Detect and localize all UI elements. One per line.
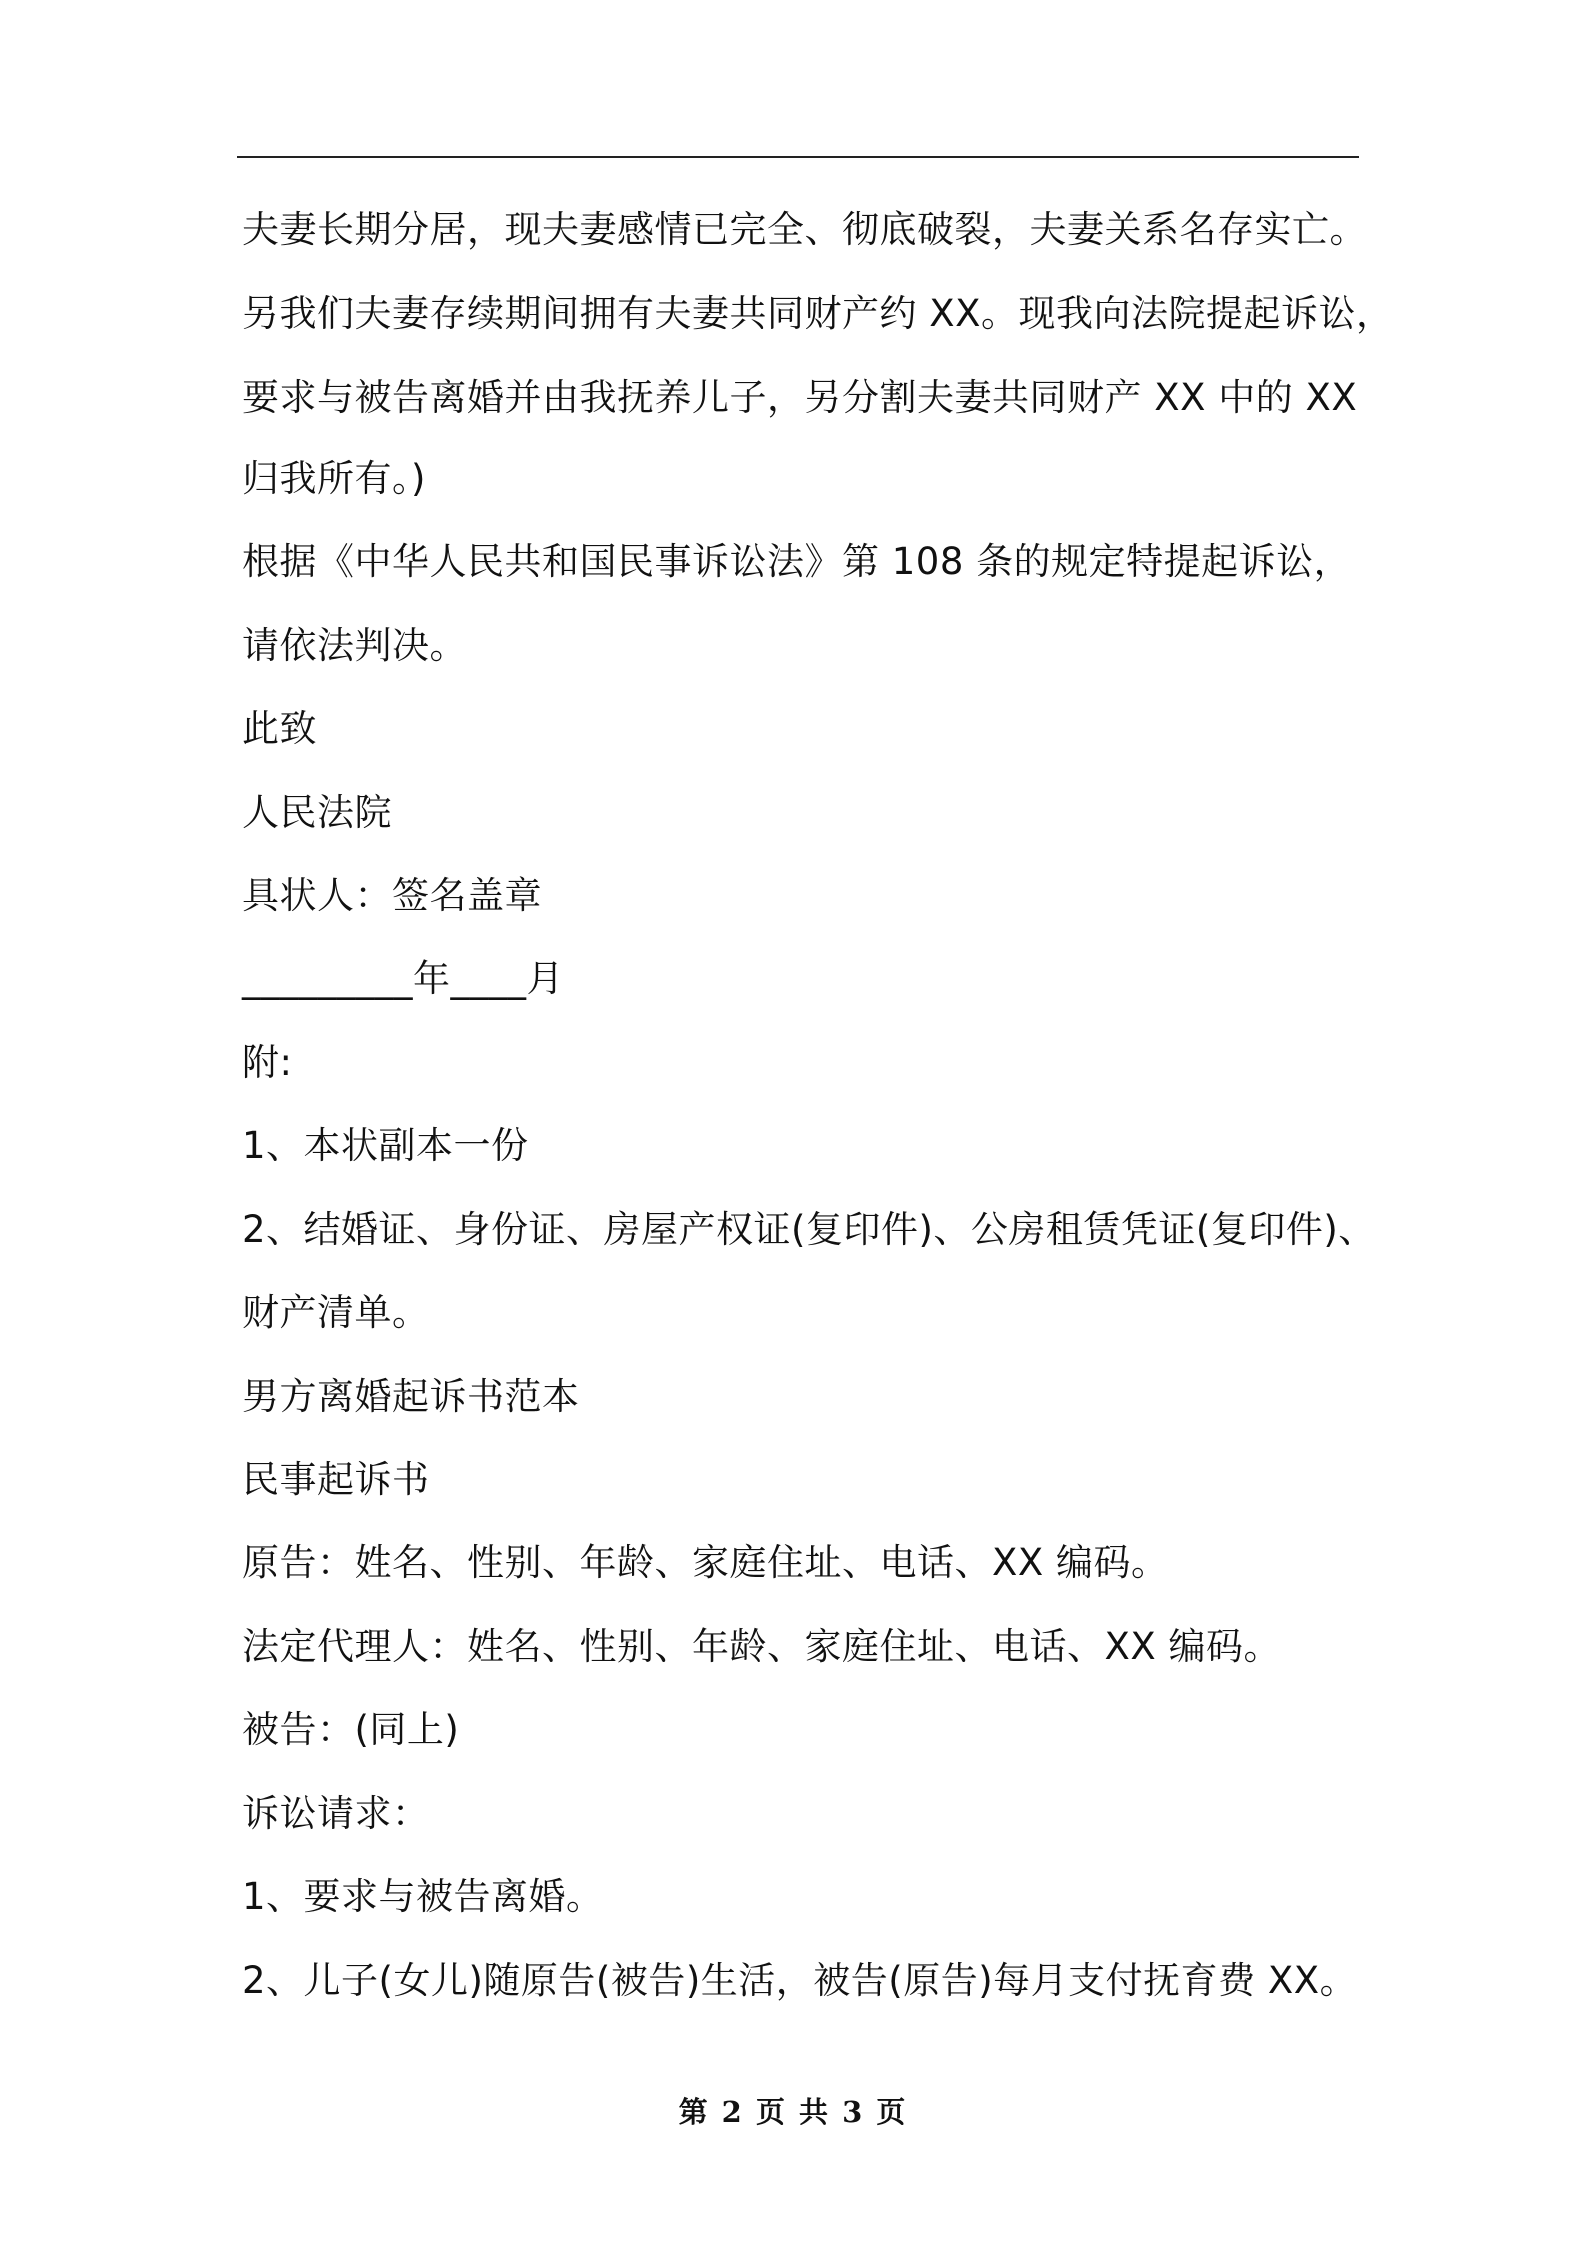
- page-number-footer: 第 2 页 共 3 页: [678, 2095, 908, 2129]
- section-title: 民事起诉书: [242, 1458, 430, 1501]
- text-line: 原告：姓名、性别、年龄、家庭住址、电话、XX 编码。: [242, 1541, 1169, 1584]
- text-line: 2、结婚证、身份证、房屋产权证(复印件)、公房租赁凭证(复印件)、: [242, 1208, 1376, 1251]
- text-line: 2、儿子(女儿)随原告(被告)生活，被告(原告)每月支付抚育费 XX。: [242, 1959, 1358, 2002]
- text-line: 1、本状副本一份: [242, 1124, 529, 1167]
- text-line: 1、要求与被告离婚。: [242, 1875, 604, 1918]
- text-line: 附:: [242, 1041, 293, 1084]
- text-line: 诉讼请求：: [242, 1792, 430, 1835]
- text-line: 人民法院: [242, 791, 392, 834]
- section-title: 男方离婚起诉书范本: [242, 1375, 580, 1418]
- header-divider: [237, 156, 1359, 158]
- text-line: 被告：(同上): [242, 1708, 460, 1751]
- text-line: 夫妻长期分居，现夫妻感情已完全、彻底破裂，夫妻关系名存实亡。: [242, 208, 1367, 251]
- date-line: _________年____月: [242, 957, 564, 1000]
- text-line: 根据《中华人民共和国民事诉讼法》第 108 条的规定特提起诉讼，: [242, 540, 1352, 583]
- text-line: 请依法判决。: [242, 624, 467, 667]
- text-line: 财产清单。: [242, 1291, 430, 1334]
- text-line: 要求与被告离婚并由我抚养儿子，另分割夫妻共同财产 XX 中的 XX: [242, 376, 1358, 419]
- text-line: 此致: [242, 707, 317, 750]
- text-line: 法定代理人：姓名、性别、年龄、家庭住址、电话、XX 编码。: [242, 1625, 1281, 1668]
- text-line: 具状人：签名盖章: [242, 874, 542, 917]
- text-line: 另我们夫妻存续期间拥有夫妻共同财产约 XX。现我向法院提起诉讼，: [242, 292, 1394, 335]
- text-line: 归我所有。): [242, 457, 426, 500]
